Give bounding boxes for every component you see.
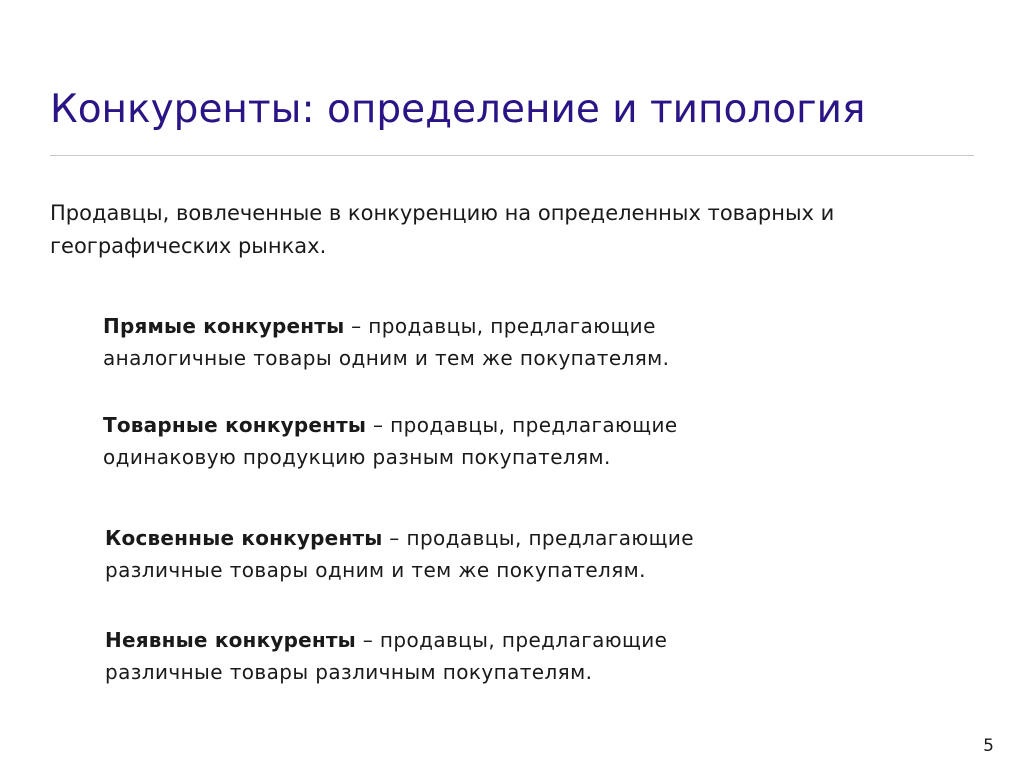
definition-desc-line1: – продавцы, предлагающие xyxy=(355,628,668,652)
definition-desc-line1: – продавцы, предлагающие xyxy=(382,526,694,550)
definition-desc-line2: одинаковую продукцию разным покупателям. xyxy=(103,445,611,469)
definition-desc-line1: – продавцы, предлагающие xyxy=(366,413,678,437)
definition-implicit-competitors xyxy=(105,624,667,688)
definition-desc-line2: различные товары различным покупателям. xyxy=(105,660,593,684)
definition-product-competitors xyxy=(103,409,678,473)
definition-desc-line2: различные товары одним и тем же покупателям. xyxy=(105,558,646,582)
definition-term: Косвенные конкуренты xyxy=(105,526,383,550)
definition-term: Товарные конкуренты xyxy=(103,413,367,437)
title-divider xyxy=(50,155,974,156)
definition-term: Прямые конкуренты xyxy=(103,314,345,338)
definition-desc-line2: аналогичные товары одним и тем же покупателям. xyxy=(103,346,670,370)
intro-text: Продавцы, вовлеченные в конкуренцию на определенных товарных и географических рынках. xyxy=(50,201,835,258)
page-number: 5 xyxy=(983,736,994,756)
definition-indirect-competitors xyxy=(105,522,694,586)
definition-direct-competitors xyxy=(103,310,669,374)
definition-term: Неявные конкуренты xyxy=(105,628,356,652)
definition-desc-line1: – продавцы, предлагающие xyxy=(344,314,656,338)
slide-title: Конкуренты: определение и типология xyxy=(50,87,866,132)
